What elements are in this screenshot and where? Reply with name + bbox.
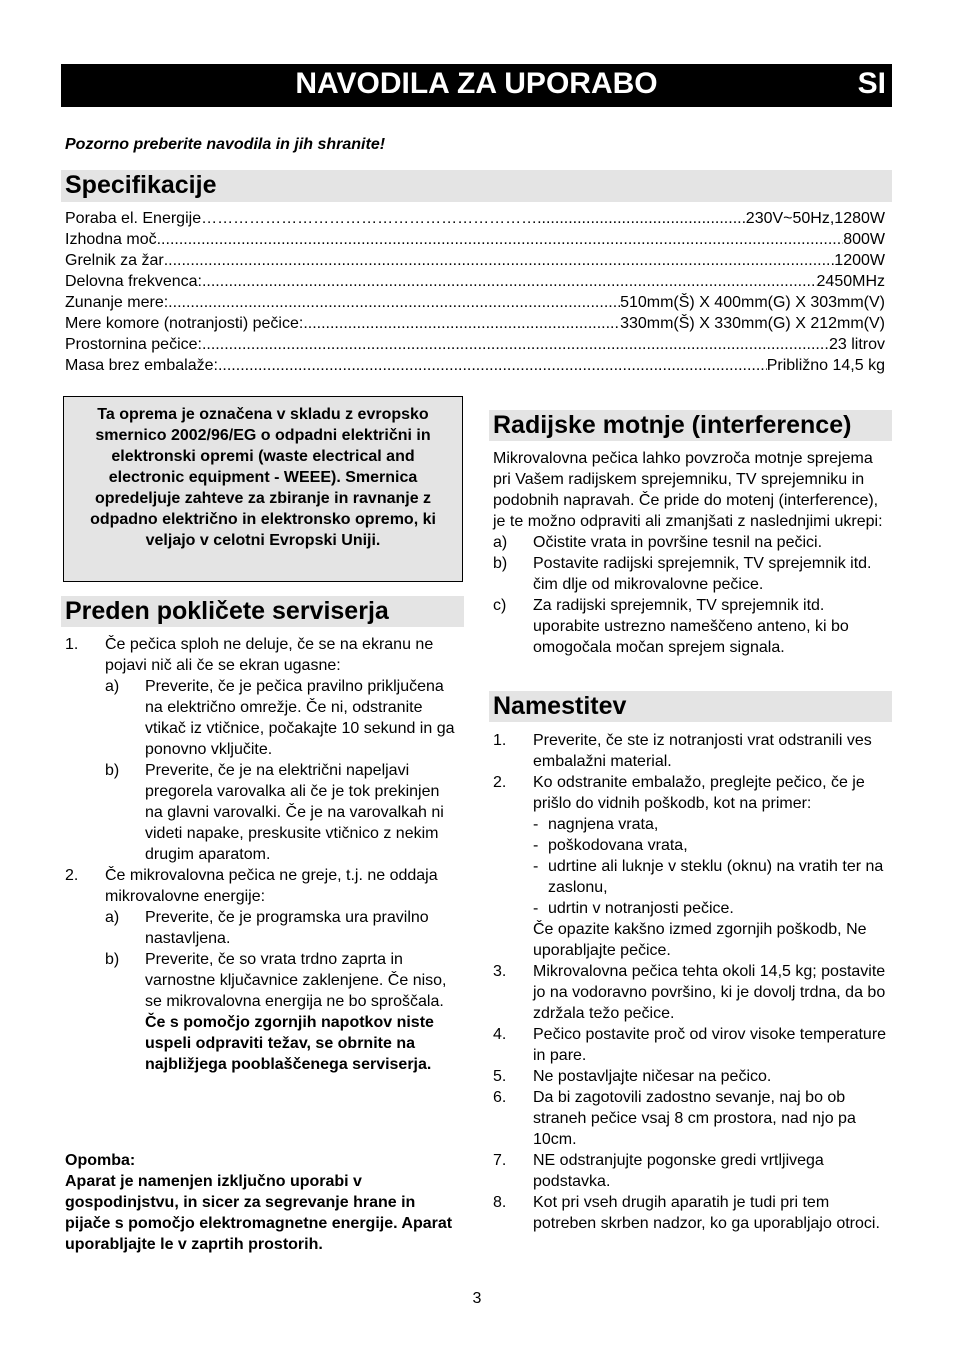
leader-dots: [218, 355, 767, 376]
list-item: [493, 730, 891, 772]
language-code: SI: [857, 67, 886, 100]
service-heading: Preden pokličete serviserja: [61, 596, 464, 627]
damage-warning: Če opazite kakšno izmed zgornjih poškodb, Ne uporabljajte pečice.: [533, 921, 867, 959]
damage-item: [533, 835, 891, 856]
list-marker: a): [493, 534, 508, 551]
list-number: 2.: [65, 867, 79, 884]
spec-row: [65, 229, 885, 250]
sub-item: [105, 760, 461, 865]
spec-row: [65, 271, 885, 292]
spec-list: [65, 208, 885, 376]
damage-item: [533, 856, 891, 898]
sub-item-text: Preverite, če so vrata trdno zaprta in varnostne ključavnice zaklenjene. Če niso, se mikrovalovna energija ne bo sproščala.: [145, 951, 447, 1010]
install-section: [493, 730, 891, 1234]
dash-marker: -: [533, 858, 539, 875]
list-item: [65, 634, 461, 865]
page-number: 3: [472, 1290, 482, 1307]
list-item: [493, 1024, 891, 1066]
sub-item: [105, 676, 461, 760]
service-contact-note: Če s pomočjo zgornjih napotkov niste uspeli odpraviti težav, se obrnite na najbližjega pooblaščenega serviserja.: [145, 1014, 434, 1073]
damage-text: udrtin v notranjosti pečice.: [548, 900, 734, 917]
spec-value: 23 litrov: [828, 336, 885, 353]
install-heading: Namestitev: [489, 691, 892, 722]
sub-item-marker: b): [105, 951, 120, 968]
list-item-text: Očistite vrata in površine tesnil na pečici.: [533, 534, 823, 551]
leader-dots: [168, 292, 620, 313]
note-text: Aparat je namenjen izključno uporabi v gospodinjstvu, in sicer za segrevanje hrane in pijače s pomočjo elektromagnetne energije. Aparat uporabljajte le v zaprtih prostorih.: [65, 1173, 453, 1253]
spec-label: Masa brez embalaže:: [65, 357, 218, 374]
spec-label: Prostornina pečice:: [65, 336, 202, 353]
spec-label: Grelnik za žar: [65, 252, 164, 269]
sub-item: [105, 949, 461, 1075]
specs-heading: Specifikacije: [61, 170, 892, 202]
title-bar: [61, 64, 892, 107]
list-number: 5.: [493, 1068, 507, 1085]
list-item-text: Preverite, če ste iz notranjosti vrat odstranili ves embalažni material.: [533, 732, 872, 770]
damage-item: [533, 814, 891, 835]
list-item-text: NE odstranjujte pogonske gredi vrtljivega podstavka.: [533, 1152, 824, 1190]
list-item: [493, 553, 891, 595]
list-item: [493, 1150, 891, 1192]
damage-text: nagnjena vrata,: [548, 816, 659, 833]
list-item: [493, 772, 891, 961]
spec-row: [65, 334, 885, 355]
spec-value: 1200W: [834, 252, 885, 269]
list-item: [493, 1192, 891, 1234]
radio-section: [493, 448, 891, 658]
spec-value: 330mm(Š) X 330mm(G) X 212mm(V): [620, 315, 885, 332]
spec-label: Mere komore (notranjosti) pečice:: [65, 315, 304, 332]
dash-marker: -: [533, 900, 539, 917]
list-item-text: Pečico postavite proč od virov visoke temperature in pare.: [533, 1026, 887, 1064]
spec-label: Delovna frekvenca:: [65, 273, 202, 290]
spec-value: 510mm(Š) X 400mm(G) X 303mm(V): [620, 294, 885, 311]
spec-value: Približno 14,5 kg: [766, 357, 885, 374]
spec-row: [65, 250, 885, 271]
list-number: 3.: [493, 963, 507, 980]
service-section: [65, 634, 461, 1075]
weee-notice-text: Ta oprema je označena v skladu z evropsko smernico 2002/96/EG o odpadni električni in elektronski opremi (waste electrical and electronic equipment - WEEE). Smernica opredeljuje zahteve za zbiranje in ravnanje z odpadno električno in elektronsko opremo, ki veljajo v celotni Evropski Uniji.: [90, 406, 436, 549]
list-number: 2.: [493, 774, 507, 791]
leader-dots: [164, 250, 835, 271]
list-item-text: Postavite radijski sprejemnik, TV sprejemnik itd. čim dlje od mikrovalovne pečice.: [533, 555, 872, 593]
list-item-text: Ko odstranite embalažo, preglejte pečico, če je prišlo do vidnih poškodb, kot na primer:: [533, 774, 865, 812]
sub-item-text: Preverite, če je pečica pravilno priključena na električno omrežje. Če ni, odstranite vtikač iz vtičnice, počakajte 10 sekund in ga ponovno vključite.: [145, 678, 455, 758]
spec-label: Izhodna moč: [65, 231, 157, 248]
sub-item: [105, 907, 461, 949]
dash-marker: -: [533, 837, 539, 854]
sub-item-marker: b): [105, 762, 120, 779]
list-number: 8.: [493, 1194, 507, 1211]
weee-notice-box: [63, 396, 463, 582]
leader-dots: [537, 208, 746, 229]
radio-intro: Mikrovalovna pečica lahko povzroča motnje sprejema pri Vašem radijskem sprejemniku, TV sprejemniku in podobnih napravah. Če pride do motenj (interference), je te možno odpraviti ali zmanjšati z naslednjimi ukrepi:: [493, 450, 883, 530]
list-item-text: Da bi zagotovili zadostno sevanje, naj bo ob straneh pečice vsaj 8 cm prostora, nad njo pa 10cm.: [533, 1089, 856, 1148]
leader-dots: [303, 313, 620, 334]
spec-row: [65, 355, 885, 376]
leader-dots: [202, 334, 829, 355]
page-title: NAVODILA ZA UPORABO: [295, 67, 658, 100]
list-item-text: Ne postavljajte ničesar na pečico.: [533, 1068, 772, 1085]
list-marker: b): [493, 555, 508, 572]
spec-value: 800W: [843, 231, 885, 248]
list-item: [493, 595, 891, 658]
list-item: [493, 532, 891, 553]
intro-note: Pozorno preberite navodila in jih shranite!: [65, 136, 386, 153]
list-item-text: Če mikrovalovna pečica ne greje, t.j. ne oddaja mikrovalovne energije:: [105, 867, 438, 905]
list-item-text: Mikrovalovna pečica tehta okoli 14,5 kg; postavite jo na vodoravno površino, ki je dovolj trdna, da bo zdržala težo pečice.: [533, 963, 886, 1022]
list-number: 4.: [493, 1026, 507, 1043]
spec-row: [65, 208, 885, 229]
note-label: Opomba:: [65, 1152, 136, 1169]
radio-heading: Radijske motnje (interference): [489, 410, 892, 441]
list-item-text: Če pečica sploh ne deluje, če se na ekranu ne pojavi nič ali če se ekran ugasne:: [105, 636, 434, 674]
list-item: [493, 961, 891, 1024]
spec-value: 230V~50Hz,1280W: [745, 210, 885, 227]
spec-row: [65, 313, 885, 334]
note-block: [65, 1150, 455, 1255]
list-item-text: Kot pri vseh drugih aparatih je tudi pri tem potreben skrben nadzor, ko ga uporabljajo otroci.: [533, 1194, 880, 1232]
leader-dots: [202, 271, 817, 292]
list-number: 7.: [493, 1152, 507, 1169]
list-number: 6.: [493, 1089, 507, 1106]
damage-text: udrtine ali luknje v steklu (oknu) na vratih ter na zaslonu,: [548, 858, 884, 896]
spec-label: Zunanje mere:: [65, 294, 169, 311]
sub-item-marker: a): [105, 678, 120, 695]
damage-item: [533, 898, 891, 919]
list-item: [493, 1066, 891, 1087]
list-marker: c): [493, 597, 507, 614]
leader-dots: [157, 229, 844, 250]
list-number: 1.: [65, 636, 79, 653]
sub-item-text: Preverite, če je programska ura pravilno nastavljena.: [145, 909, 429, 947]
spec-row: [65, 292, 885, 313]
spec-value: 2450MHz: [816, 273, 885, 290]
damage-text: poškodovana vrata,: [548, 837, 688, 854]
sub-item-text: Preverite, če je na električni napeljavi pregorela varovalka ali če je tok prekinjen na glavni varovalki. Če je na varovalkah ni videti napake, preskusite vtičnico z nekim drugim aparatom.: [145, 762, 444, 863]
dash-marker: -: [533, 816, 539, 833]
list-item: [493, 1087, 891, 1150]
spec-label: Poraba el. Energije………………………………………………………: [65, 210, 538, 227]
sub-item-marker: a): [105, 909, 120, 926]
list-item: [65, 865, 461, 1075]
list-number: 1.: [493, 732, 507, 749]
list-item-text: Za radijski sprejemnik, TV sprejemnik itd. uporabite ustrezno nameščeno anteno, ki bo omogočala močan sprejem signala.: [533, 597, 849, 656]
